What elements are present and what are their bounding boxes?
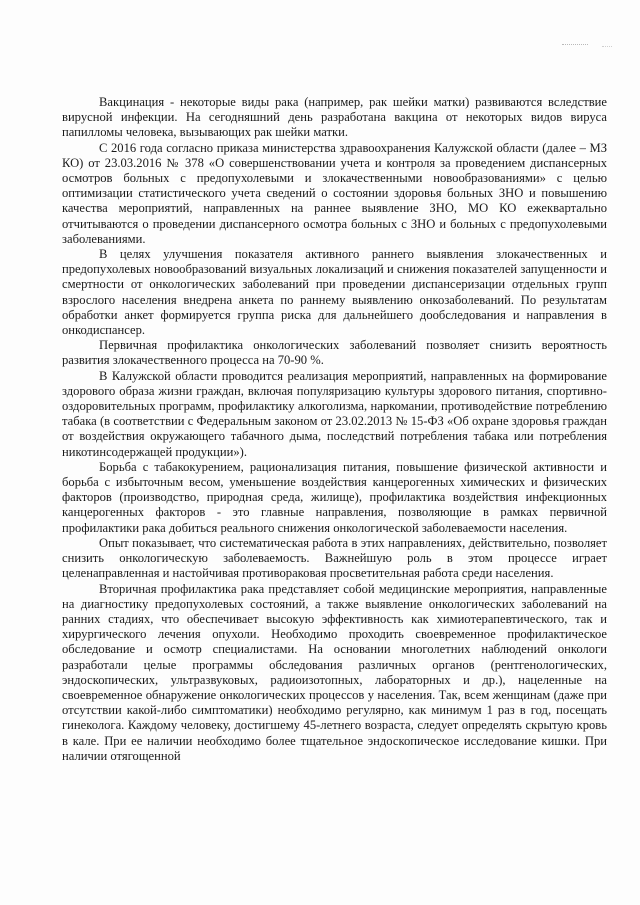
scan-artifact: [602, 46, 612, 48]
paragraph-vaccination: Вакцинация - некоторые виды рака (например, рак шейки матки) развиваются вследствие вирусной инфекции. На сегодняшний день разработана вакцина от некоторых видов вируса папилломы человека, вызывающих рак шейки матки.: [62, 95, 607, 140]
paragraph-main-directions: Борьба с табакокурением, рационализация питания, повышение физической активности и борьба с избыточным весом, уменьшение воздействия канцерогенных химических и физических факторов (производство, природная среда, жилище), профилактика воздействия инфекционных канцерогенных факторов - это главные направления, позволяющие в рамках первичной профилактики рака добиться реального снижения онкологической заболеваемости населения.: [62, 459, 607, 535]
paragraph-early-detection: В целях улучшения показателя активного раннего выявления злокачественных и предопухолевых новообразований визуальных локализаций и снижения показателей запущенности и смертности от онкологических заболеваний при проведении диспансеризации отдельных групп взрослого населения внедрена анкета по раннему выявлению онкозаболеваний. По результатам обработки анкет формируется группа риска для дальнейшего дообследования и направления в онкодиспансер.: [62, 247, 607, 338]
document-body: [62, 95, 607, 764]
paragraph-order-2016: С 2016 года согласно приказа министерства здравоохранения Калужской области (далее – МЗ КО) от 23.03.2016 № 378 «О совершенствовании учета и контроля за проведением диспансерных осмотров больных с предопухолевыми и злокачественными новообразованиями» с целью оптимизации статистического учета сведений о состоянии здоровья больных ЗНО и повышению качества мероприятий, направленных на раннее выявление ЗНО, МО КО ежеквартально отчитываются о проведении диспансерного осмотра больных с ЗНО и больных с предопухолевыми заболеваниями.: [62, 140, 607, 246]
paragraph-kaluga-measures: В Калужской области проводится реализация мероприятий, направленных на формирование здорового образа жизни граждан, включая популяризацию культуры здорового питания, спортивно-оздоровительных программ, профилактику алкоголизма, наркомании, противодействие потреблению табака (в соответствии с Федеральным законом от 23.02.2013 № 15-ФЗ «Об охране здоровья граждан от воздействия окружающего табачного дыма, последствий потребления табака или потребления никотинсодержащей продукции»).: [62, 368, 607, 459]
paragraph-primary-prevention: Первичная профилактика онкологических заболеваний позволяет снизить вероятность развития злокачественного процесса на 70-90 %.: [62, 338, 607, 368]
paragraph-secondary-prevention: Вторичная профилактика рака представляет собой медицинские мероприятия, направленные на диагностику предопухолевых состояний, а также выявление онкологических заболеваний на ранних стадиях, что обеспечивает высокую эффективность как химиотерапевтического, так и хирургического лечения опухоли. Необходимо проходить своевременное профилактическое обследование и осмотр специалистами. На основании многолетних наблюдений онкологи разработали целые программы обследования различных органов (рентгенологических, эндоскопических, ультразвуковых, радиоизотопных, лабораторных и др.), нацеленные на своевременное обнаружение онкологических процессов у населения. Так, всем женщинам (даже при отсутствии какой-либо симптоматики) необходимо регулярно, как минимум 1 раз в год, посещать гинеколога. Каждому человеку, достигшему 45-летнего возраста, следует определять скрытую кровь в кале. При ее наличии необходимо более тщательное эндоскопическое исследование кишки. При наличии отягощенной: [62, 581, 607, 763]
scan-artifact: [562, 44, 588, 46]
paragraph-experience: Опыт показывает, что систематическая работа в этих направлениях, действительно, позволяет снизить онкологическую заболеваемость. Важнейшую роль в этом процессе играет целенаправленная и настойчивая противораковая просветительная работа среди населения.: [62, 535, 607, 581]
